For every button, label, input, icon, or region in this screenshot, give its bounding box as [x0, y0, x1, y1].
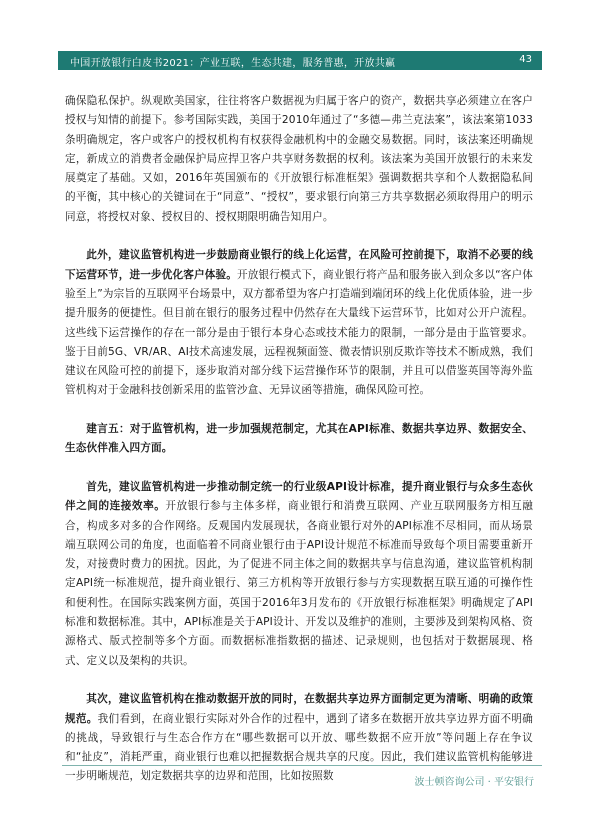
paragraph-lead: 此外，建议监管机构进一步鼓励商业银行的线上化运营，在风险可控前提下，取消不必要的线下运营环节，进一步优化客户体验。: [65, 249, 533, 281]
paragraph-online-operations: [65, 246, 533, 400]
paragraph-text: 开放银行参与主体多样，商业银行和消费互联网、产业互联网服务方相互融合，构成多对多的合作网络。反观国内发展现状，各商业银行对外的API标准不尽相同，而从场景端互联网公司的角度，也面临着不同商业银行由于API设计规范不标准而导致每个项目需要重新开发，对接费时费力的困扰。因此，为了促进不同主体之间的数据共享与信息沟通，建议监管机构制定API统一标准规范，提升商业银行、第三方机构等开放银行参与方实现数据互联互通的可操作性和便利性。在国际实践案例方面，英国于2016年3月发布的《开放银行标准框架》明确规定了API标准和数据标准。其中，API标准是关于API设计、开发以及维护的准则，主要涉及到架构风格、资源格式、版式控制等多个方面。而数据标准指数据的描述、记录规则，也包括对于数据展现、格式、定义以及架构的共识。: [65, 500, 533, 667]
footer-divider: [62, 765, 542, 766]
paragraph-text: 我们看到，在商业银行实际对外合作的过程中，遇到了诸多在数据开放共享边界方面不明确的挑战，导致银行与生态合作方在“哪些数据可以开放、哪些数据不应开放”等问题上存在争议和“扯皮”，消耗严重，商业银行也难以把握数据合规共享的尺度。因此，我们建议监管机构能够进一步明晰规范，划定数据共享的边界和范围，比如按照数: [65, 712, 534, 783]
paragraph-lead: 其次，建议监管机构在推动数据开放的同时，在数据共享边界方面制定更为清晰、明确的政策规范。: [65, 693, 533, 725]
paragraph-recommendation-five: [65, 420, 533, 459]
body-text: [65, 92, 533, 787]
paragraph-text: 确保隐私保护。纵观欧美国家，往往将客户数据视为归属于客户的资产，数据共享必须建立在客户授权与知情的前提下。参考国际实践，美国于2010年通过了“多德—弗兰克法案”，该法案第1033条明确规定，客户或客户的授权机构有权获得金融机构中的金融交易数据。同时，该法案还明确规定，新成立的消费者金融保护局应捍卫客户共享财务数据的权利。该法案为美国开放银行的未来发展奠定了基础。又如，2016年英国颁布的《开放银行标准框架》强调数据共享和个人数据隐私间的平衡，其中核心的关键词在于“同意”、“授权”，要求银行向第三方共享数据必须取得用户的明示同意，将授权对象、授权目的、授权期限明确告知用户。: [65, 95, 533, 223]
paragraph-lead: 建言五：对于监管机构，进一步加强规范制定，尤其在API标准、数据共享边界、数据安全、生态伙伴准入四方面。: [65, 423, 533, 455]
header-title: 中国开放银行白皮书2021：产业互联，生态共建，服务普惠，开放共赢: [70, 58, 396, 69]
paragraph-api-standards: [65, 478, 533, 671]
paragraph-lead: 首先，建议监管机构进一步推动制定统一的行业级API设计标准，提升商业银行与众多生态伙伴之间的连接效率。: [65, 480, 533, 513]
paragraph-privacy: [65, 92, 533, 227]
footer-credits: 波士顿咨询公司 · 平安银行: [414, 777, 534, 788]
page-number: 43: [519, 54, 532, 65]
paragraph-text: 开放银行模式下，商业银行将产品和服务嵌入到众多以“客户体验至上”为宗旨的互联网平台场景中，双方都希望为客户打造端到端闭环的线上化优质体验，进一步提升服务的便捷性。但目前在银行的服务过程中仍然存在大量线下运营环节，比如对公开户流程。这些线下运营操作的存在一部分是由于银行本身心态或技术能力的限制，一部分是由于监管要求。鉴于目前5G、VR/AR、AI技术高速发展，远程视频面签、微表情识别反欺诈等技术不断成熟，我们建议在风险可控的前提下，逐步取消对部分线下运营操作环节的限制，并且可以借鉴英国等海外监管机构对于金融科技创新采用的监管沙盒、无异议函等措施，确保风险可控。: [65, 268, 533, 397]
